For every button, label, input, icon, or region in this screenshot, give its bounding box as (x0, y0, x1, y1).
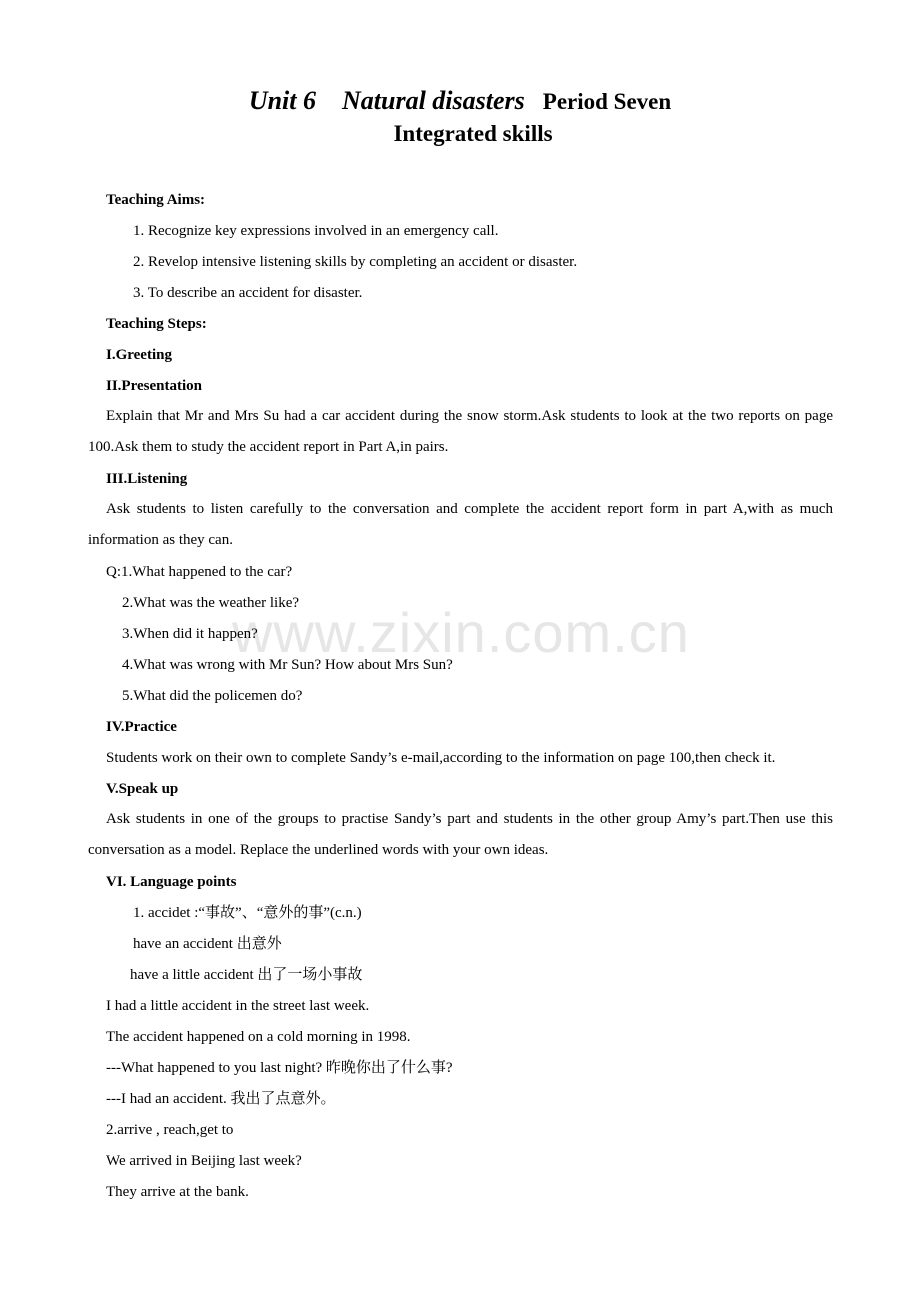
language-point-line: have an accident 出意外 (133, 936, 282, 952)
practice-text: Students work on their own to complete Sandy’s e-mail,according to the information on page 100,then check it. (106, 750, 776, 766)
language-point-line: ---I had an accident. 我出了点意外。 (106, 1091, 336, 1107)
speak-up-heading: V.Speak up (106, 781, 179, 797)
language-point-line: They arrive at the bank. (106, 1184, 249, 1200)
watermark: www.zixin.com.cn (232, 601, 690, 664)
speak-up-text: Ask students in one of the groups to practise Sandy’s part and students in the other group Amy’s part.Then use this conversation as a model. Replace the underlined words with your own ideas. (88, 811, 833, 858)
document-title (0, 86, 920, 116)
language-point-line: The accident happened on a cold morning in 1998. (106, 1029, 411, 1045)
language-point-line: have a little accident 出了一场小事故 (130, 967, 363, 983)
teaching-aims-heading: Teaching Aims: (106, 192, 206, 208)
language-point-line: ---What happened to you last night? 昨晚你出了什么事? (106, 1060, 453, 1076)
language-point-line: We arrived in Beijing last week? (106, 1153, 302, 1169)
listening-text: Ask students to listen carefully to the conversation and complete the accident report form in part A,with as much information as they can. (88, 501, 833, 548)
document-subtitle: Integrated skills (393, 121, 553, 146)
unit-topic: Natural disasters (342, 86, 525, 115)
teaching-steps-heading: Teaching Steps: (106, 316, 207, 332)
listening-question: Q:1.What happened to the car? (106, 564, 293, 580)
language-point-line: 1. accidet :“事故”、“意外的事”(c.n.) (133, 905, 362, 921)
listening-question: 4.What was wrong with Mr Sun? How about Mrs Sun? (122, 657, 453, 673)
aim-item: 2. Revelop intensive listening skills by completing an accident or disaster. (133, 254, 578, 270)
aim-item: 1. Recognize key expressions involved in an emergency call. (133, 223, 499, 239)
listening-heading: III.Listening (106, 471, 188, 487)
greeting-heading: I.Greeting (106, 347, 172, 363)
listening-question: 2.What was the weather like? (122, 595, 300, 611)
period-label: Period Seven (542, 89, 672, 114)
language-points-heading: VI. Language points (106, 874, 237, 890)
listening-question: 5.What did the policemen do? (122, 688, 303, 704)
presentation-heading: II.Presentation (106, 378, 202, 394)
practice-heading: IV.Practice (106, 719, 177, 735)
language-point-line: I had a little accident in the street last week. (106, 998, 370, 1014)
unit-label: Unit 6 (248, 86, 316, 115)
presentation-text: Explain that Mr and Mrs Su had a car accident during the snow storm.Ask students to look at the two reports on page 100.Ask them to study the accident report in Part A,in pairs. (88, 408, 833, 455)
aim-item: 3. To describe an accident for disaster. (133, 285, 363, 301)
listening-question: 3.When did it happen? (122, 626, 258, 642)
language-point-line: 2.arrive , reach,get to (106, 1122, 234, 1138)
